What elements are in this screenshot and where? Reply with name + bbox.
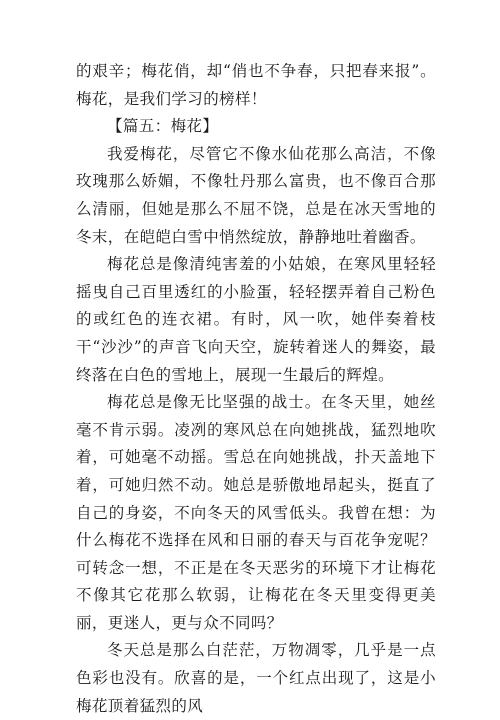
paragraph-warrior: 梅花总是像无比坚强的战士。在冬天里，她丝毫不肯示弱。凌冽的寒风总在向她挑战，猛烈地吹着，可她毫不动摇。雪总在向她挑战，扑天盖地下着，可她归然不动。她总是骄傲地昂起头，挺直了自己的身姿，不向冬天的风雪低头。我曾在想：为什么梅花不选择在风和日丽的春天与百花争宠呢？可转念一想，不正是在冬天恶劣的环境下才让梅花不像其它花那么软弱，让梅花在冬天里变得更美丽，更迷人，更与众不同吗？ bbox=[76, 393, 436, 632]
paragraph-girl: 梅花总是像清纯害羞的小姑娘，在寒风里轻轻摇曳自己百里透红的小脸蛋，轻轻摆弄着自己粉色的或红色的连衣裙。有时，风一吹，她伴奏着枝干“沙沙”的声音飞向天空，旋转着迷人的舞姿，最终落在白色的雪地上，展现一生最后的辉煌。 bbox=[76, 255, 436, 384]
paragraph-winter: 冬天总是那么白茫茫，万物凋零，几乎是一点色彩也没有。欣喜的是，一个红点出现了，这是小梅花顶着猛烈的风 bbox=[76, 641, 436, 715]
section-heading: 【篇五：梅花】 bbox=[107, 117, 219, 136]
paragraph-continuation: 的艰辛；梅花俏，却“俏也不争春，只把春来报”。梅花，是我们学习的榜样！ bbox=[76, 62, 436, 108]
article-body bbox=[76, 58, 436, 720]
paragraph-intro: 我爱梅花，尽管它不像水仙花那么高洁，不像玫瑰那么娇媚，不像牡丹那么富贵，也不像百合那么清丽，但她是那么不屈不饶，总是在冰天雪地的冬末，在皑皑白雪中悄然绽放，静静地吐着幽香。 bbox=[76, 144, 436, 246]
